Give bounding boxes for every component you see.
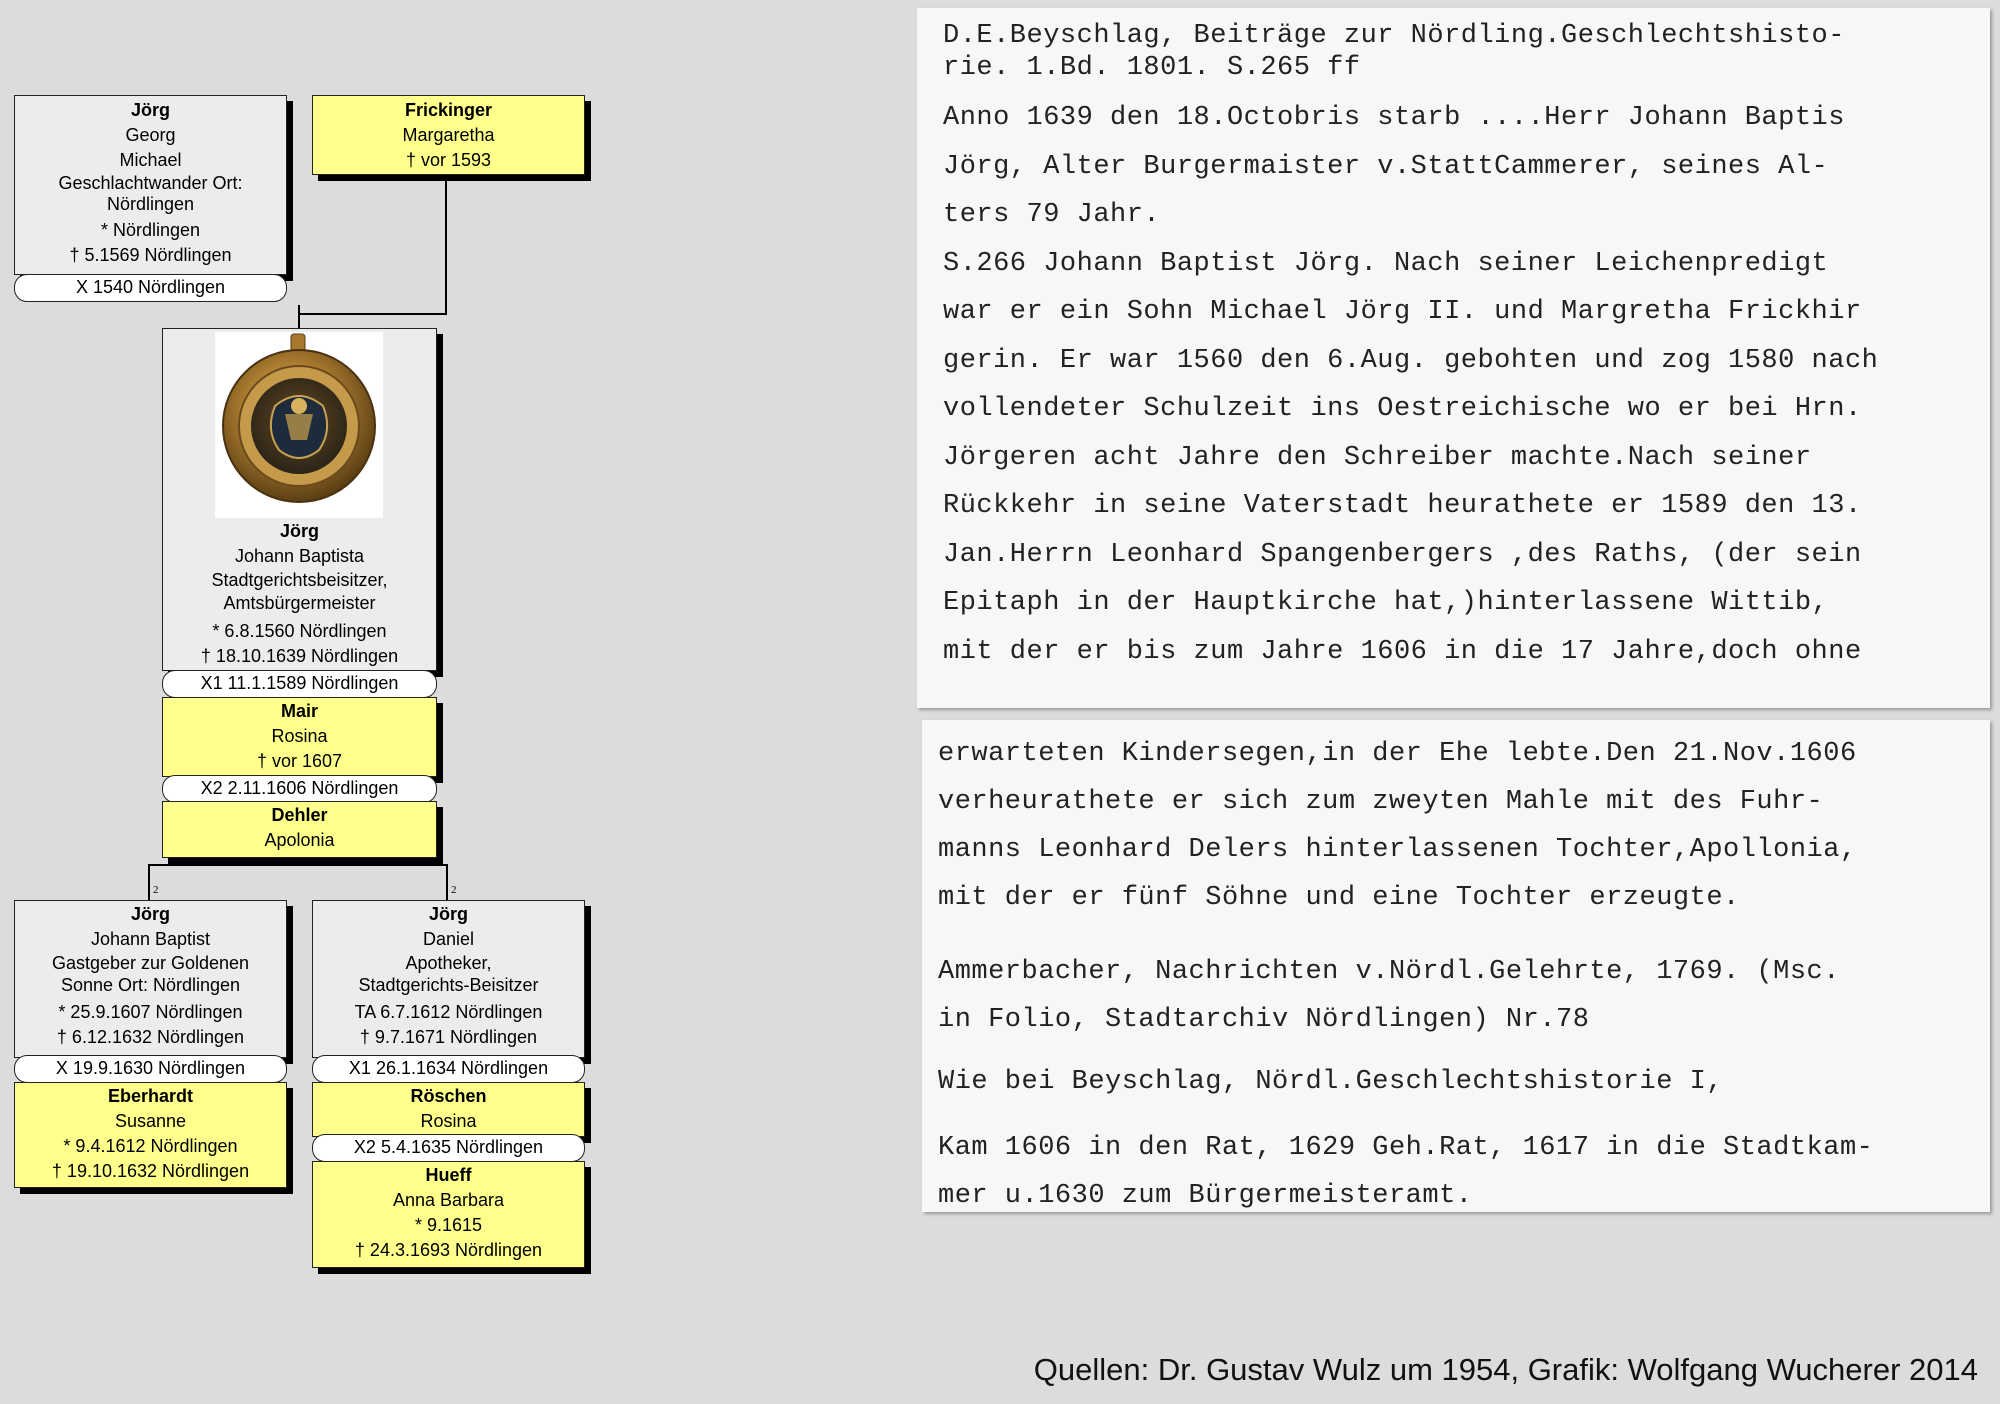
given-name: Rosina [420,1111,477,1131]
document-line: Jan.Herrn Leonhard Spangenbergers ,des Raths, (der sein [943,539,1862,570]
child-marker: 2 [451,884,457,896]
connector-line [298,313,447,315]
marriage-label: X2 2.11.1606 Nördlingen [162,775,437,803]
marriage-label: X 1540 Nördlingen [14,274,287,302]
person-card-child-2[interactable] [312,900,585,1058]
connector-line [446,864,448,900]
surname: Frickinger [404,100,493,120]
person-card-child-1[interactable] [14,900,287,1058]
given-name: Margaretha [402,125,495,145]
document-line: mit der er bis zum Jahre 1606 in die 17 Jahre,doch ohne [943,636,1862,667]
document-line: erwarteten Kindersegen,in der Ehe lebte.Den 21.Nov.1606 [938,739,1857,769]
document-line: Jörgeren acht Jahre den Schreiber machte.Nach seiner [943,442,1812,473]
death-date: † vor 1607 [256,751,343,771]
death-date: † 6.12.1632 Nördlingen [56,1027,245,1047]
death-date: † vor 1593 [405,150,492,170]
baptism-date: TA 6.7.1612 Nördlingen [354,1002,543,1022]
occupation: Stadtgerichts-Beisitzer [358,975,539,995]
document-line: verheurathete er sich zum zweyten Mahle mit des Fuhr- [938,787,1824,817]
document-line: Kam 1606 in den Rat, 1629 Geh.Rat, 1617 in die Stadtkam- [938,1133,1874,1163]
person-card-mother[interactable] [312,95,585,175]
source-credit: Quellen: Dr. Gustav Wulz um 1954, Grafik: Wolfgang Wucherer 2014 [1033,1352,1978,1387]
document-line: mer u.1630 zum Bürgermeisteramt. [938,1181,1473,1211]
medal-portrait-image [215,332,383,518]
given-name: Johann Baptista [234,546,365,566]
given-name: Michael [119,150,182,170]
surname: Jörg [428,904,468,924]
death-date: † 5.1569 Nördlingen [69,245,232,265]
surname: Jörg [130,100,170,120]
marriage-label: X 19.9.1630 Nördlingen [14,1055,287,1083]
person-card-spouse-1[interactable] [162,697,437,777]
surname: Jörg [130,904,170,924]
birth-date: * 9.4.1612 Nördlingen [63,1136,238,1156]
connector-line [445,175,447,315]
marriage-label: X2 5.4.1635 Nördlingen [312,1134,585,1162]
person-card-child-1-spouse[interactable] [14,1082,287,1188]
person-card-father[interactable] [14,95,287,275]
connector-line [298,305,300,329]
surname: Röschen [410,1086,487,1106]
typewritten-document-1 [917,8,1990,708]
document-line: mit der er fünf Söhne und eine Tochter erzeugte. [938,883,1740,913]
document-line: ters 79 Jahr. [943,200,1161,230]
document-line: Jörg, Alter Burgermaister v.StattCammerer, seines Al- [943,151,1829,182]
document-line: rie. 1.Bd. 1801. S.265 ff [943,53,1361,83]
given-name: Johann Baptist [90,929,211,949]
document-line: in Folio, Stadtarchiv Nördlingen) Nr.78 [938,1005,1590,1035]
document-line: war er ein Sohn Michael Jörg II. und Margretha Frickhir [943,297,1862,327]
marriage-label: X1 11.1.1589 Nördlingen [162,670,437,698]
document-line: Anno 1639 den 18.Octobris starb ....Herr Johann Baptis [943,103,1845,133]
birth-date: * 25.9.1607 Nördlingen [58,1002,243,1022]
occupation: Stadtgerichtsbeisitzer, [211,570,388,590]
birth-date: * Nördlingen [100,220,201,240]
occupation: Apotheker, [405,953,492,973]
birth-date: * 6.8.1560 Nördlingen [212,621,387,641]
document-line: vollendeter Schulzeit ins Oestreichische wo er bei Hrn. [943,394,1862,424]
marriage-label: X1 26.1.1634 Nördlingen [312,1055,585,1083]
occupation: Gastgeber zur Goldenen [51,953,250,973]
document-line: Epitaph in der Hauptkirche hat,)hinterlassene Wittib, [943,588,1829,618]
death-date: † 18.10.1639 Nördlingen [200,646,399,666]
connector-line [148,864,448,866]
given-name: Georg [125,125,176,145]
person-card-child-2-spouse-2[interactable] [312,1161,585,1268]
death-date: † 19.10.1632 Nördlingen [51,1161,250,1181]
occupation: Amtsbürgermeister [223,593,376,613]
surname: Jörg [279,521,319,541]
person-card-child-2-spouse-1[interactable] [312,1082,585,1137]
death-date: † 24.3.1693 Nördlingen [354,1240,543,1260]
person-card-spouse-2[interactable] [162,801,437,858]
given-name: Apolonia [264,830,335,850]
given-name: Anna Barbara [392,1190,505,1210]
document-line: S.266 Johann Baptist Jörg. Nach seiner Leichenpredigt [943,248,1829,279]
typewritten-document-2 [922,720,1990,1212]
place: Nördlingen [106,194,195,214]
occupation: Sonne Ort: Nördlingen [60,975,241,995]
document-line: Wie bei Beyschlag, Nördl.Geschlechtshistorie I, [938,1067,1724,1097]
surname: Dehler [271,805,328,825]
document-line: Ammerbacher, Nachrichten v.Nördl.Gelehrte, 1769. (Msc. [938,957,1840,987]
birth-date: * 9.1615 [414,1215,483,1235]
document-line: Rückkehr in seine Vaterstadt heurathete er 1589 den 13. [943,491,1862,521]
given-name: Rosina [271,726,328,746]
connector-line [148,864,150,900]
surname: Mair [280,701,318,721]
death-date: † 9.7.1671 Nördlingen [359,1027,538,1047]
document-line: manns Leonhard Delers hinterlassenen Tochter,Apollonia, [938,835,1857,865]
surname: Hueff [425,1165,472,1185]
surname: Eberhardt [107,1086,194,1106]
child-marker: 2 [153,884,159,896]
occupation: Geschlachtwander Ort: [58,173,243,193]
given-name: Daniel [422,929,475,949]
given-name: Susanne [114,1111,187,1131]
document-line: gerin. Er war 1560 den 6.Aug. gebohten und zog 1580 nach [943,345,1879,376]
document-line: D.E.Beyschlag, Beiträge zur Nördling.Geschlechtshisto- [943,21,1845,51]
